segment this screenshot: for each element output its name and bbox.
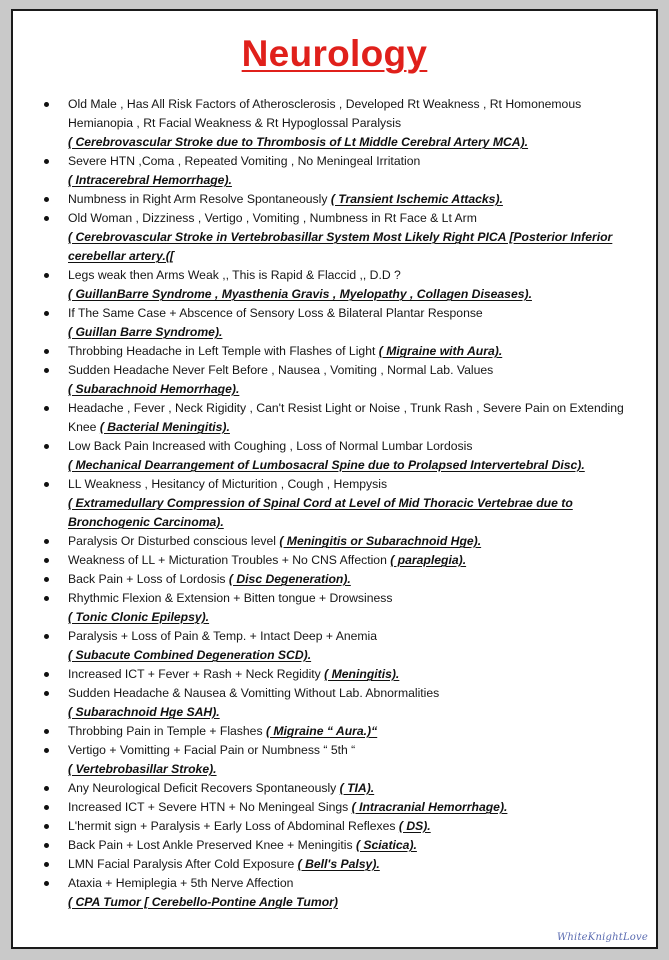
case-description: Rhythmic Flexion & Extension + Bitten tongue + Drowsiness — [68, 591, 393, 605]
case-item — [13, 304, 656, 342]
bullet-icon — [44, 102, 49, 107]
case-item — [13, 817, 656, 836]
case-diagnosis: ( Guillan Barre Syndrome). — [68, 325, 223, 339]
bullet-icon — [44, 786, 49, 791]
case-description: Legs weak then Arms Weak ,, This is Rapid & Flaccid ,, D.D ? — [68, 268, 401, 282]
case-description: Increased ICT + Fever + Rash + Neck Regidity — [68, 667, 321, 681]
case-description: Weakness of LL + Micturation Troubles + No CNS Affection — [68, 553, 387, 567]
case-diagnosis: ( Disc Degeneration). — [228, 572, 351, 586]
case-diagnosis: ( Meningitis or Subarachnoid Hge). — [279, 534, 482, 548]
bullet-icon — [44, 273, 49, 278]
bullet-icon — [44, 368, 49, 373]
case-item — [13, 209, 656, 266]
case-item — [13, 855, 656, 874]
case-item — [13, 399, 656, 437]
bullet-icon — [44, 159, 49, 164]
case-diagnosis: ( Intracranial Hemorrhage). — [351, 800, 508, 814]
case-description: Sudden Headache & Nausea & Vomitting Without Lab. Abnormalities — [68, 686, 440, 700]
case-description: Severe HTN ,Coma , Repeated Vomiting , No Meningeal Irritation — [68, 154, 421, 168]
case-description: Increased ICT + Severe HTN + No Meningeal Sings — [68, 800, 349, 814]
bullet-icon — [44, 216, 49, 221]
case-item — [13, 589, 656, 627]
case-description: Any Neurological Deficit Recovers Spontaneously — [68, 781, 337, 795]
case-item — [13, 874, 656, 912]
bullet-icon — [44, 862, 49, 867]
case-description: Headache , Fever , Neck Rigidity , Can't Resist Light or Noise , Trunk Rash , Severe Pain on Extending Knee — [68, 401, 624, 434]
case-list — [13, 95, 656, 912]
case-diagnosis: ( Cerebrovascular Stroke in Vertebrobasillar System Most Likely Right PICA [Posterior Inferior cerebellar artery.([ — [68, 230, 613, 263]
case-diagnosis: ( Migraine with Aura). — [378, 344, 503, 358]
case-description: Ataxia + Hemiplegia + 5th Nerve Affection — [68, 876, 294, 890]
case-item — [13, 95, 656, 152]
bullet-icon — [44, 748, 49, 753]
case-diagnosis: ( DS). — [398, 819, 431, 833]
case-item — [13, 361, 656, 399]
case-description: Back Pain + Lost Ankle Preserved Knee + Meningitis — [68, 838, 353, 852]
case-item — [13, 342, 656, 361]
case-item — [13, 684, 656, 722]
case-item — [13, 627, 656, 665]
case-description: L'hermit sign + Paralysis + Early Loss of Abdominal Reflexes — [68, 819, 396, 833]
case-item — [13, 152, 656, 190]
case-description: LMN Facial Paralysis After Cold Exposure — [68, 857, 295, 871]
case-item — [13, 475, 656, 532]
case-diagnosis: ( Sciatica). — [355, 838, 417, 852]
case-diagnosis: ( Intracerebral Hemorrhage). — [68, 173, 232, 187]
case-item — [13, 551, 656, 570]
case-diagnosis: ( Subarachnoid Hge SAH). — [68, 705, 220, 719]
bullet-icon — [44, 672, 49, 677]
case-item — [13, 266, 656, 304]
case-description: Throbbing Pain in Temple + Flashes — [68, 724, 263, 738]
case-item — [13, 437, 656, 475]
case-item — [13, 532, 656, 551]
case-diagnosis: ( GuillanBarre Syndrome , Myasthenia Gravis , Myelopathy , Collagen Diseases). — [68, 287, 532, 301]
case-description: Throbbing Headache in Left Temple with Flashes of Light — [68, 344, 376, 358]
case-item — [13, 722, 656, 741]
case-diagnosis: ( Subarachnoid Hemorrhage). — [68, 382, 240, 396]
case-diagnosis: ( Meningitis). — [324, 667, 400, 681]
case-description: Paralysis Or Disturbed conscious level — [68, 534, 276, 548]
bullet-icon — [44, 691, 49, 696]
case-diagnosis: ( CPA Tumor [ Cerebello-Pontine Angle Tumor) — [68, 895, 338, 909]
bullet-icon — [44, 406, 49, 411]
case-description: Old Male , Has All Risk Factors of Atherosclerosis , Developed Rt Weakness , Rt Homonemous Hemianopia , Rt Facial Weakness & Rt Hypoglossal Paralysis — [68, 97, 582, 130]
bullet-icon — [44, 843, 49, 848]
bullet-icon — [44, 881, 49, 886]
case-diagnosis: ( Extramedullary Compression of Spinal Cord at Level of Mid Thoracic Vertebrae due to Bronchogenic Carcinoma). — [68, 496, 573, 529]
case-diagnosis: ( Mechanical Dearrangement of Lumbosacral Spine due to Prolapsed Intervertebral Disc). — [68, 458, 585, 472]
bullet-icon — [44, 596, 49, 601]
bullet-icon — [44, 444, 49, 449]
case-item — [13, 741, 656, 779]
case-diagnosis: ( Bell's Palsy). — [297, 857, 380, 871]
case-diagnosis: ( paraplegia). — [390, 553, 467, 567]
page-title-wrap — [13, 33, 656, 83]
bullet-icon — [44, 577, 49, 582]
case-diagnosis: ( TIA). — [339, 781, 375, 795]
bullet-icon — [44, 311, 49, 316]
case-diagnosis: ( Subacute Combined Degeneration SCD). — [68, 648, 312, 662]
bullet-icon — [44, 558, 49, 563]
case-item — [13, 798, 656, 817]
bullet-icon — [44, 197, 49, 202]
case-diagnosis: ( Cerebrovascular Stroke due to Thrombosis of Lt Middle Cerebral Artery MCA). — [68, 135, 529, 149]
bullet-icon — [44, 539, 49, 544]
bullet-icon — [44, 482, 49, 487]
case-description: Old Woman , Dizziness , Vertigo , Vomiting , Numbness in Rt Face & Lt Arm — [68, 211, 477, 225]
case-description: If The Same Case + Abscence of Sensory Loss & Bilateral Plantar Response — [68, 306, 483, 320]
watermark: WhiteKnightLove — [556, 932, 648, 943]
bullet-icon — [44, 729, 49, 734]
bullet-icon — [44, 824, 49, 829]
case-description: Paralysis + Loss of Pain & Temp. + Intact Deep + Anemia — [68, 629, 378, 643]
case-diagnosis: ( Migraine “ Aura.)“ — [265, 724, 378, 738]
case-description: Numbness in Right Arm Resolve Spontaneously — [68, 192, 328, 206]
case-diagnosis: ( Tonic Clonic Epilepsy). — [68, 610, 210, 624]
document-page — [11, 9, 658, 949]
case-description: Back Pain + Loss of Lordosis — [68, 572, 226, 586]
case-item — [13, 665, 656, 684]
bullet-icon — [44, 634, 49, 639]
case-item — [13, 836, 656, 855]
case-description: Low Back Pain Increased with Coughing , Loss of Normal Lumbar Lordosis — [68, 439, 473, 453]
case-description: Vertigo + Vomitting + Facial Pain or Numbness “ 5th “ — [68, 743, 356, 757]
case-item — [13, 190, 656, 209]
case-diagnosis: ( Vertebrobasillar Stroke). — [68, 762, 217, 776]
case-item — [13, 570, 656, 589]
page-title: Neurology — [241, 33, 428, 74]
case-item — [13, 779, 656, 798]
case-diagnosis: ( Bacterial Meningitis). — [99, 420, 230, 434]
bullet-icon — [44, 349, 49, 354]
case-description: Sudden Headache Never Felt Before , Nausea , Vomiting , Normal Lab. Values — [68, 363, 494, 377]
bullet-icon — [44, 805, 49, 810]
case-description: LL Weakness , Hesitancy of Micturition , Cough , Hempysis — [68, 477, 388, 491]
case-diagnosis: ( Transient Ischemic Attacks). — [330, 192, 503, 206]
